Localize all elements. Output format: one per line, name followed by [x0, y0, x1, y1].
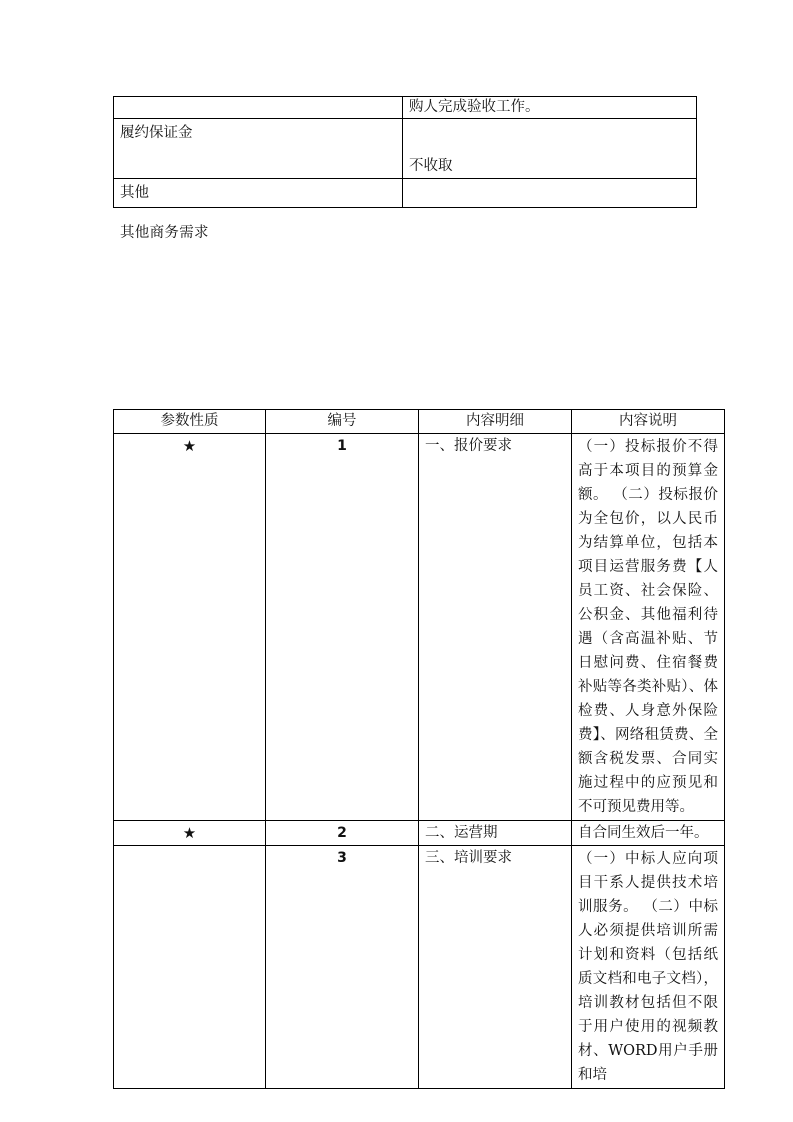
table-header-row: [114, 410, 725, 434]
other-value-cell: [403, 179, 697, 208]
section-heading-other-business: 其他商务需求: [120, 225, 209, 241]
star-marker-icon: ★: [182, 437, 197, 455]
table-row: [114, 97, 697, 119]
cell-detail: [419, 846, 572, 1089]
column-header-number: 编号: [266, 410, 419, 434]
row-number-text: 3: [337, 850, 347, 866]
table-row: [114, 821, 725, 846]
cell-description: [572, 434, 725, 821]
description-text: （一）投标报价不得高于本项目的预算金额。 （二）投标报价为全包价，以人民币为结算单位，包括本项目运营服务费【人员工资、社会保险、公积金、其他福利待遇（含高温补贴、节日慰问费、住宿餐费补贴等各类补贴）、体检费、人身意外保险费】、网络租赁费、全额含税发票、合同实施过程中的应预见和不可预见费用等。: [578, 439, 718, 815]
description-text: （一）中标人应向项目干系人提供技术培训服务。 （二）中标人必须提供培训所需计划和资料（包括纸质文档和电子文档），培训教材包括但不限于用户使用的视频教材、WORD用户手册和培: [578, 851, 718, 1083]
other-label-cell: [114, 179, 403, 208]
cell-description: [572, 821, 725, 846]
cell-nature: [114, 846, 266, 1089]
detail-text: 二、运营期: [425, 825, 498, 841]
guarantee-value-cell: [403, 97, 697, 119]
table-row: [114, 119, 697, 179]
detail-text: 三、培训要求: [425, 850, 512, 866]
column-header-detail: 内容明细: [419, 410, 572, 434]
guarantee-label-cell: [114, 97, 403, 119]
column-header-description: 内容说明: [572, 410, 725, 434]
other-label-text: 其他: [120, 185, 149, 201]
cell-nature: [114, 434, 266, 821]
guarantee-value-wrapper: [409, 121, 691, 176]
row-number-text: 1: [337, 438, 347, 454]
cell-number: [266, 821, 419, 846]
cell-number: [266, 846, 419, 1089]
cell-nature: [114, 821, 266, 846]
table-row: [114, 434, 725, 821]
table-row: [114, 179, 697, 208]
row-number-text: 2: [337, 825, 347, 841]
cell-number: [266, 434, 419, 821]
description-text: 自合同生效后一年。: [578, 825, 709, 841]
star-marker-icon: ★: [182, 824, 197, 842]
performance-guarantee-table: [113, 96, 697, 208]
column-header-nature: 参数性质: [114, 410, 266, 434]
guarantee-value-text: 购人完成验收工作。: [409, 99, 540, 115]
table-row: [114, 846, 725, 1089]
cell-detail: [419, 821, 572, 846]
guarantee-value-text: 不收取: [409, 158, 453, 174]
guarantee-value-cell: [403, 119, 697, 179]
detail-text: 一、报价要求: [425, 438, 512, 454]
guarantee-label-text: 履约保证金: [120, 125, 193, 141]
parameters-table: [113, 409, 725, 1089]
cell-description: [572, 846, 725, 1089]
cell-detail: [419, 434, 572, 821]
guarantee-label-cell: [114, 119, 403, 179]
